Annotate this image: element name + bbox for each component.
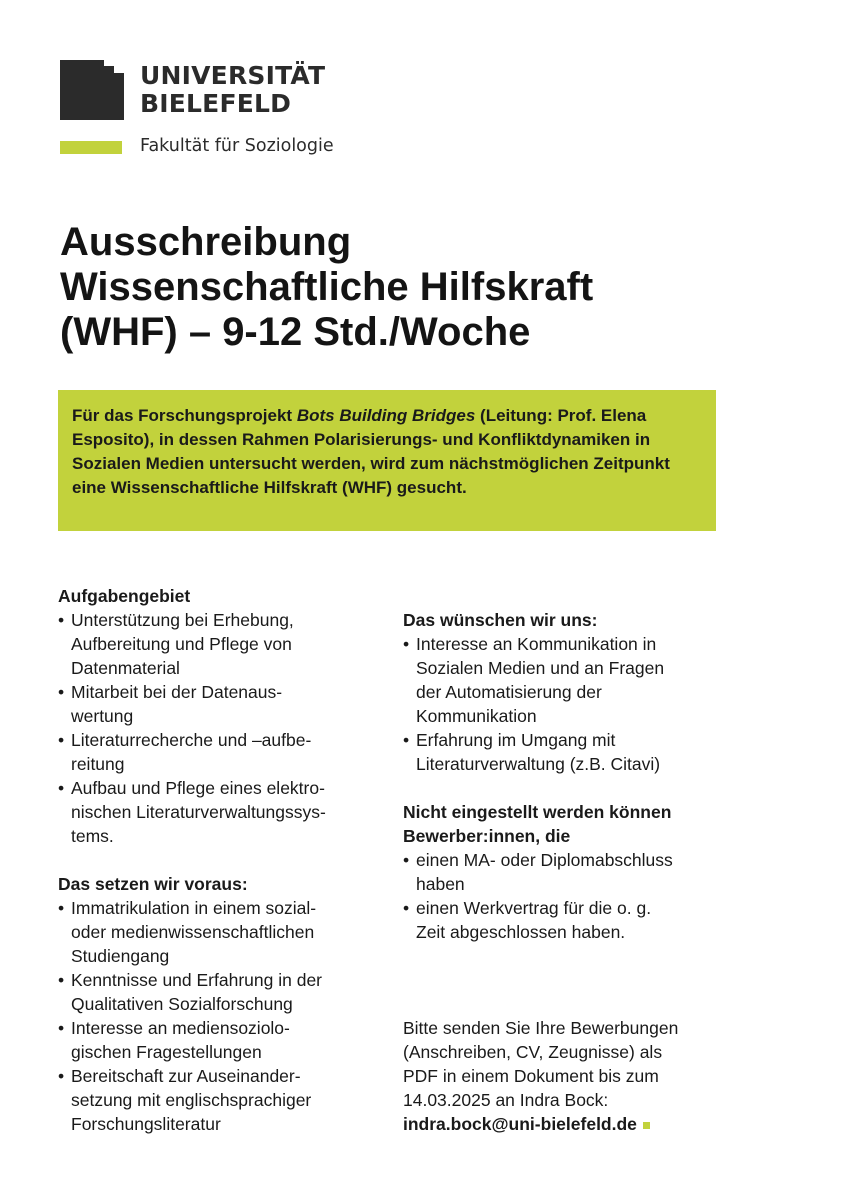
title-line2: Wissenschaftliche Hilfskraft <box>60 265 594 309</box>
item-line: • Unterstützung bei Erhebung, <box>71 610 294 630</box>
item-line: Sozialen Medien und an Fragen <box>416 658 665 678</box>
item-line: • Interesse an Kommunikation in <box>416 634 657 654</box>
list-item <box>58 608 378 680</box>
list-item <box>58 728 378 776</box>
list-item <box>403 728 733 776</box>
right-column <box>403 608 733 944</box>
requirements-list <box>58 896 378 1136</box>
faculty-name: Fakultät für Soziologie <box>140 136 334 156</box>
faculty-accent-bar <box>60 141 122 154</box>
tasks-list <box>58 608 378 848</box>
wishes-heading: Das wünschen wir uns: <box>403 610 598 630</box>
item-line: • Interesse an mediensoziolo- <box>71 1018 290 1038</box>
wishes-list <box>403 632 733 776</box>
item-line: gischen Fragestellungen <box>71 1042 262 1062</box>
contact-line4: 14.03.2025 an Indra Bock: <box>403 1090 609 1110</box>
list-item <box>403 848 733 896</box>
item-line: Forschungsliteratur <box>71 1114 221 1134</box>
exclusions-heading-line2: Bewerber:innen, die <box>403 826 571 846</box>
title-line3: (WHF) – 9-12 Std./Woche <box>60 310 531 354</box>
list-item <box>58 1016 378 1064</box>
tasks-heading: Aufgabengebiet <box>58 586 191 606</box>
item-line: Kommunikation <box>416 706 537 726</box>
project-name: Bots Building Bridges <box>296 406 476 425</box>
item-line: • einen MA- oder Diplomabschluss <box>416 850 673 870</box>
university-name-line1: UNIVERSITÄT <box>140 61 326 90</box>
list-item <box>58 776 378 848</box>
list-item <box>58 680 378 728</box>
item-line: Qualitativen Sozialforschung <box>71 994 293 1014</box>
item-line: • Erfahrung im Umgang mit <box>416 730 616 750</box>
item-line: Zeit abgeschlossen haben. <box>416 922 626 942</box>
list-item <box>58 1064 378 1136</box>
item-line: • Mitarbeit bei der Datenaus- <box>71 682 283 702</box>
exclusions-heading-line1: Nicht eingestellt werden können <box>403 802 672 822</box>
university-name-line2: BIELEFELD <box>140 89 292 118</box>
application-contact <box>403 1016 678 1136</box>
intro-box <box>58 390 716 531</box>
item-line: tems. <box>71 826 114 846</box>
accent-square <box>643 1122 650 1129</box>
left-column <box>58 584 378 1136</box>
item-line: • Kenntnisse und Erfahrung in der <box>71 970 322 990</box>
contact-line2: (Anschreiben, CV, Zeugnisse) als <box>403 1042 663 1062</box>
contact-line1: Bitte senden Sie Ihre Bewerbungen <box>403 1018 679 1038</box>
page-title <box>60 220 593 355</box>
intro-part1: Für das Forschungsprojekt <box>72 406 297 425</box>
item-line: Studiengang <box>71 946 170 966</box>
title-line1: Ausschreibung <box>60 220 352 264</box>
intro-part2: (Leitung: Prof. Elena Esposito), in dessen Rahmen Polarisierungs- und Konfliktdynamiken in Sozialen Medien untersucht werden, wird zum nächstmöglichen Zeitpunkt eine Wissenschaftliche Hilfskraft (WHF) gesucht. <box>72 406 670 497</box>
item-line: Datenmaterial <box>71 658 180 678</box>
item-line: wertung <box>71 706 134 726</box>
intro-text <box>72 404 702 500</box>
contact-line3: PDF in einem Dokument bis zum <box>403 1066 659 1086</box>
exclusions-list <box>403 848 733 944</box>
item-line: Literaturverwaltung (z.B. Citavi) <box>416 754 661 774</box>
item-line: • Bereitschaft zur Auseinander- <box>71 1066 301 1086</box>
item-line: • einen Werkvertrag für die o. g. <box>416 898 652 918</box>
item-line: der Automatisierung der <box>416 682 602 702</box>
item-line: oder medienwissenschaftlichen <box>71 922 315 942</box>
university-logo-mark <box>60 60 124 120</box>
contact-email-link[interactable]: indra.bock@uni-bielefeld.de <box>403 1114 637 1134</box>
item-line: Aufbereitung und Pflege von <box>71 634 292 654</box>
item-line: reitung <box>71 754 125 774</box>
item-line: nischen Literaturverwaltungssys- <box>71 802 326 822</box>
item-line: • Literaturrecherche und –aufbe- <box>71 730 312 750</box>
item-line: • Aufbau und Pflege eines elektro- <box>71 778 325 798</box>
university-name <box>140 62 325 118</box>
item-line: haben <box>416 874 465 894</box>
list-item <box>58 896 378 968</box>
item-line: setzung mit englischsprachiger <box>71 1090 312 1110</box>
requirements-heading: Das setzen wir voraus: <box>58 874 248 894</box>
list-item <box>58 968 378 1016</box>
list-item <box>403 896 733 944</box>
list-item <box>403 632 733 728</box>
item-line: • Immatrikulation in einem sozial- <box>71 898 317 918</box>
